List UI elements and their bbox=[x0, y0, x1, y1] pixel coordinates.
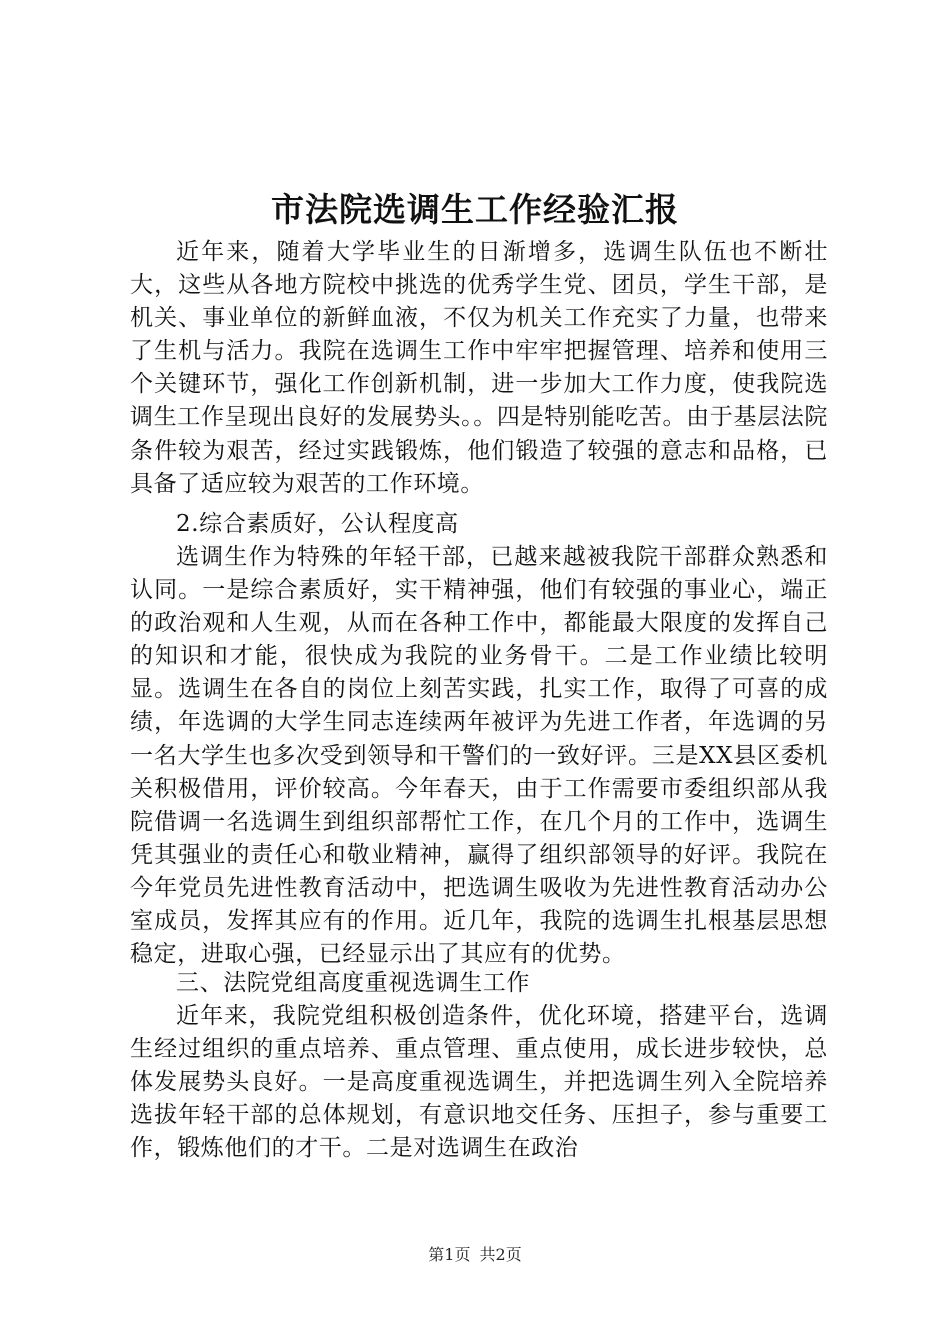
section-heading-2: 2.综合素质好，公认程度高 bbox=[176, 511, 459, 537]
document-title: 市法院选调生工作经验汇报 bbox=[271, 190, 679, 229]
section-heading-3: 三、法院党组高度重视选调生工作 bbox=[176, 970, 530, 996]
page-footer bbox=[0, 1244, 950, 1266]
paragraph-intro: 近年来，随着大学毕业生的日渐增多，选调生队伍也不断壮大，这些从各地方院校中挑选的优秀学生党、团员，学生干部，是机关、事业单位的新鲜血液，不仅为机关工作充实了力量，也带来了生机与活力。我院在选调生工作中牢牢把握管理、培养和使用三个关键环节，强化工作创新机制，进一步加大工作力度，使我院选调生工作呈现出良好的发展势头。。四是特别能吃苦。由于基层法院条件较为艰苦，经过实践锻炼，他们锻造了较强的意志和品格，已具备了适应较为艰苦的工作环境。 bbox=[130, 239, 828, 497]
paragraph-party-group: 近年来，我院党组积极创造条件，优化环境，搭建平台，选调生经过组织的重点培养、重点管理、重点使用，成长进步较快，总体发展势头良好。一是高度重视选调生，并把选调生列入全院培养选拔年轻干部的总体规划，有意识地交任务、压担子，参与重要工作，锻炼他们的才干。二是对选调生在政治 bbox=[130, 1003, 828, 1162]
paragraph-quality: 选调生作为特殊的年轻干部，已越来越被我院干部群众熟悉和认同。一是综合素质好，实干精神强，他们有较强的事业心，端正的政治观和人生观，从而在各种工作中，都能最大限度的发挥自己的知识和才能，很快成为我院的业务骨干。二是工作业绩比较明显。选调生在各自的岗位上刻苦实践，扎实工作，取得了可喜的成绩，年选调的大学生同志连续两年被评为先进工作者，年选调的另一名大学生也多次受到领导和干警们的一致好评。三是XX县区委机关积极借用，评价较高。今年春天，由于工作需要市委组织部从我院借调一名选调生到组织部帮忙工作，在几个月的工作中，选调生凭其强业的责任心和敬业精神，赢得了组织部领导的好评。我院在今年党员先进性教育活动中，把选调生吸收为先进性教育活动办公室成员，发挥其应有的作用。近几年，我院的选调生扎根基层思想稳定，进取心强，已经显示出了其应有的优势。 bbox=[130, 544, 828, 968]
page-total: 共2页 bbox=[479, 1245, 522, 1264]
page-number: 第1页 bbox=[428, 1245, 471, 1264]
